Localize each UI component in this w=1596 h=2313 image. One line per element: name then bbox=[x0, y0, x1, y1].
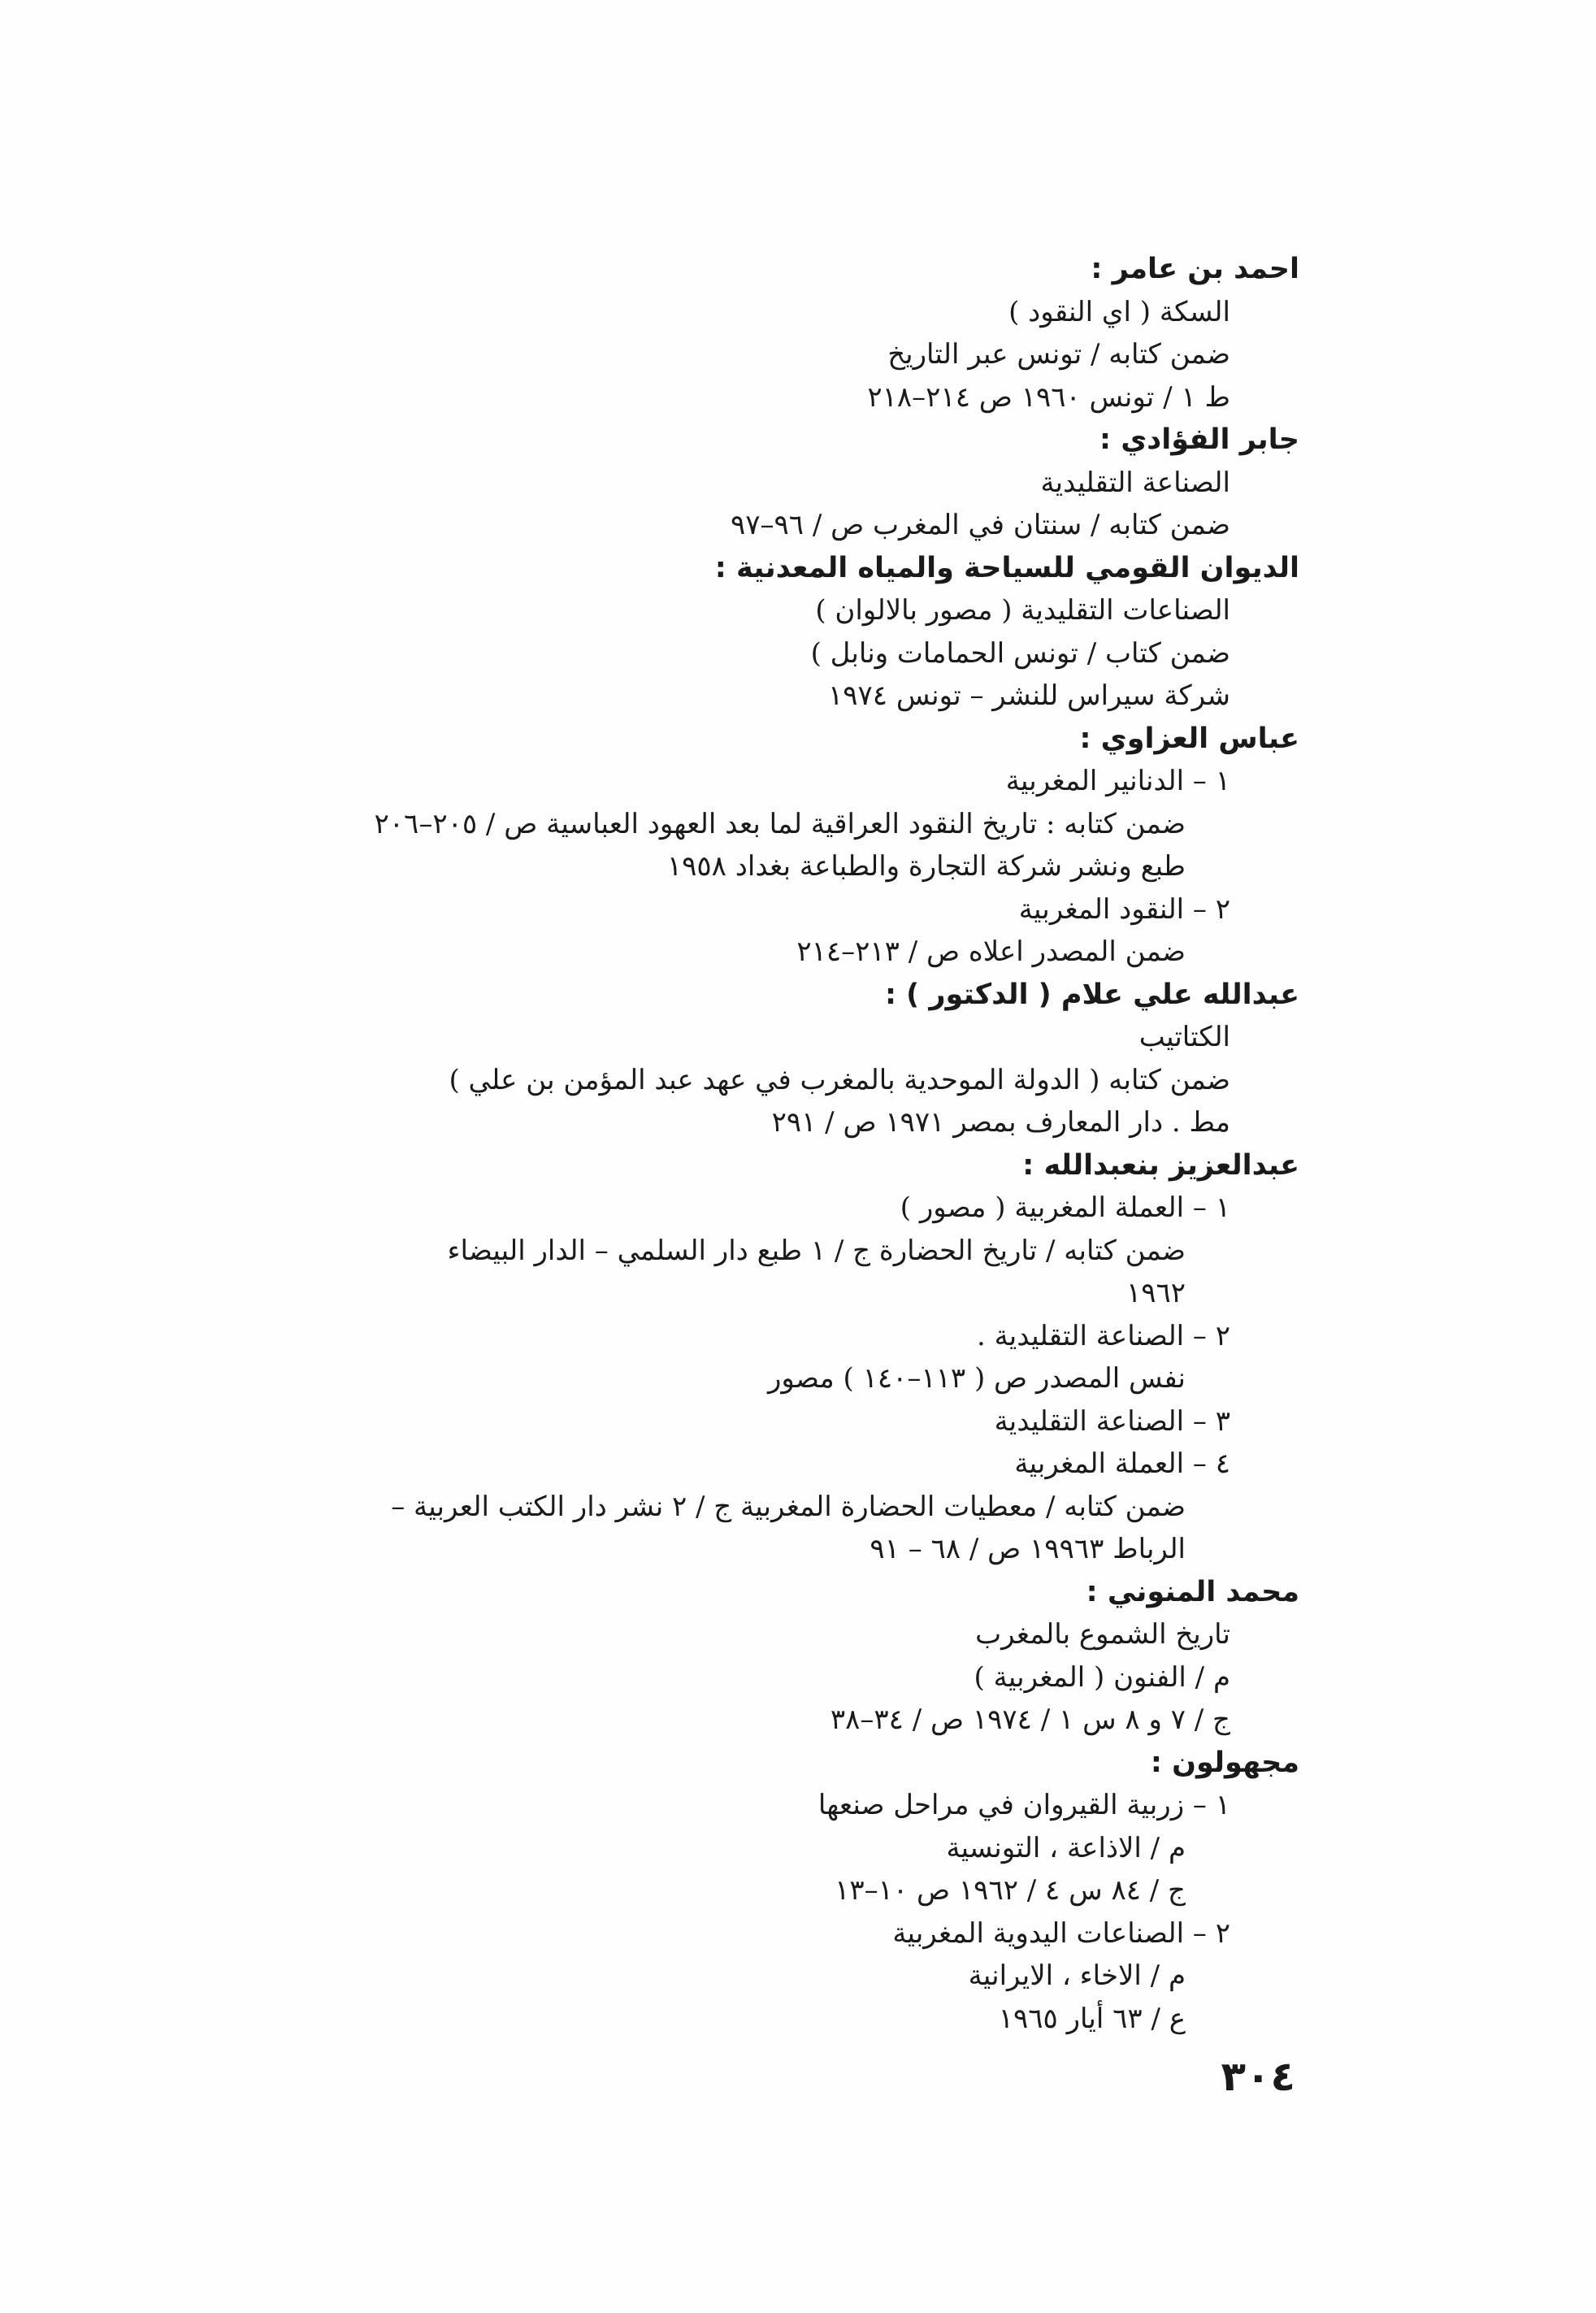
entry-line: ٢ – الصناعات اليدوية المغربية bbox=[892, 1916, 1230, 1950]
entry-line: ضمن المصدر اعلاه ص / ٢١٣–٢١٤ bbox=[796, 935, 1186, 968]
entry-line: ج / ٨٤ س ٤ / ١٩٦٢ ص ١٠–١٣ bbox=[835, 1874, 1186, 1907]
entry-line: السكة ( اي النقود ) bbox=[1008, 295, 1230, 328]
entry-line: ١ – الدنانير المغربية bbox=[1005, 765, 1230, 797]
entry-line: ضمن كتابه / معطيات الحضارة المغربية ج / ٢ نشر دار الكتب العربية – bbox=[391, 1490, 1186, 1523]
entry-line: ط ١ / تونس ١٩٦٠ ص ٢١٤–٢١٨ bbox=[867, 380, 1230, 414]
author-heading: محمد المنوني : bbox=[1086, 1575, 1299, 1608]
entry-line: الصناعات التقليدية ( مصور بالالوان ) bbox=[815, 594, 1230, 627]
entry-line: ج / ٧ و ٨ س ١ / ١٩٧٤ ص / ٣٤–٣٨ bbox=[830, 1703, 1230, 1736]
entry-line: تاريخ الشموع بالمغرب bbox=[975, 1618, 1230, 1651]
entry-line: ٣ – الصناعة التقليدية bbox=[994, 1404, 1230, 1438]
entry-line: ١٩٦٢ bbox=[1125, 1277, 1186, 1309]
author-heading: عباس العزاوي : bbox=[1079, 722, 1299, 755]
author-heading: احمد بن عامر : bbox=[1091, 253, 1299, 285]
entry-line: ضمن كتابه ( الدولة الموحدية بالمغرب في عهد عبد المؤمن بن علي ) bbox=[449, 1063, 1230, 1096]
entry-line: ٢ – الصناعة التقليدية . bbox=[976, 1319, 1230, 1352]
entry-line: الرباط ١٩٩٦٣ ص / ٦٨ – ٩١ bbox=[870, 1533, 1186, 1565]
entry-line: ضمن كتاب / تونس الحمامات ونابل ) bbox=[810, 636, 1230, 670]
author-heading: عبدالله علي علام ( الدكتور ) : bbox=[885, 978, 1299, 1011]
author-heading: عبدالعزيز بنعبدالله : bbox=[1022, 1148, 1299, 1182]
entry-line: الكتاتيب bbox=[1138, 1021, 1230, 1053]
author-heading: مجهولون : bbox=[1150, 1746, 1299, 1779]
entry-line: ضمن كتابه / تونس عبر التاريخ bbox=[887, 338, 1230, 371]
author-heading: جابر الفؤادي : bbox=[1099, 423, 1299, 456]
entry-line: الصناعة التقليدية bbox=[1040, 466, 1230, 499]
entry-line: ضمن كتابه / تاريخ الحضارة ج / ١ طبع دار السلمي – الدار البيضاء bbox=[447, 1234, 1186, 1267]
entry-line: نفس المصدر ص ( ١١٣–١٤٠ ) مصور bbox=[768, 1362, 1186, 1395]
entry-line: مط . دار المعارف بمصر ١٩٧١ ص / ٢٩١ bbox=[771, 1106, 1230, 1139]
entry-line: ضمن كتابه : تاريخ النقود العراقية لما بعد العهود العباسية ص / ٢٠٥–٢٠٦ bbox=[374, 807, 1186, 840]
entry-line: ٢ – النقود المغربية bbox=[1018, 892, 1230, 926]
bibliography-list bbox=[243, 248, 1299, 2040]
entry-line: ٤ – العملة المغربية bbox=[1014, 1447, 1230, 1480]
entry-line: ع / ٦٣ أيار ١٩٦٥ bbox=[998, 2002, 1186, 2035]
entry-line: م / الاذاعة ، التونسية bbox=[946, 1831, 1186, 1864]
entry-line: ١ – العملة المغربية ( مصور ) bbox=[900, 1191, 1230, 1224]
entry-line: ضمن كتابه / سنتان في المغرب ص / ٩٦–٩٧ bbox=[730, 509, 1230, 541]
entry-line: م / الاخاء ، الايرانية bbox=[968, 1959, 1186, 1992]
entry-line: شركة سيراس للنشر – تونس ١٩٧٤ bbox=[827, 679, 1230, 712]
page-number: ٣٠٤ bbox=[1221, 2053, 1295, 2100]
entry-line: ١ – زربية القيروان في مراحل صنعها bbox=[818, 1789, 1230, 1821]
entry-line: طبع ونشر شركة التجارة والطباعة بغداد ١٩٥٨ bbox=[666, 850, 1186, 883]
entry-line: م / الفنون ( المغربية ) bbox=[974, 1660, 1230, 1694]
author-heading: الديوان القومي للسياحة والمياه المعدنية : bbox=[714, 551, 1299, 584]
